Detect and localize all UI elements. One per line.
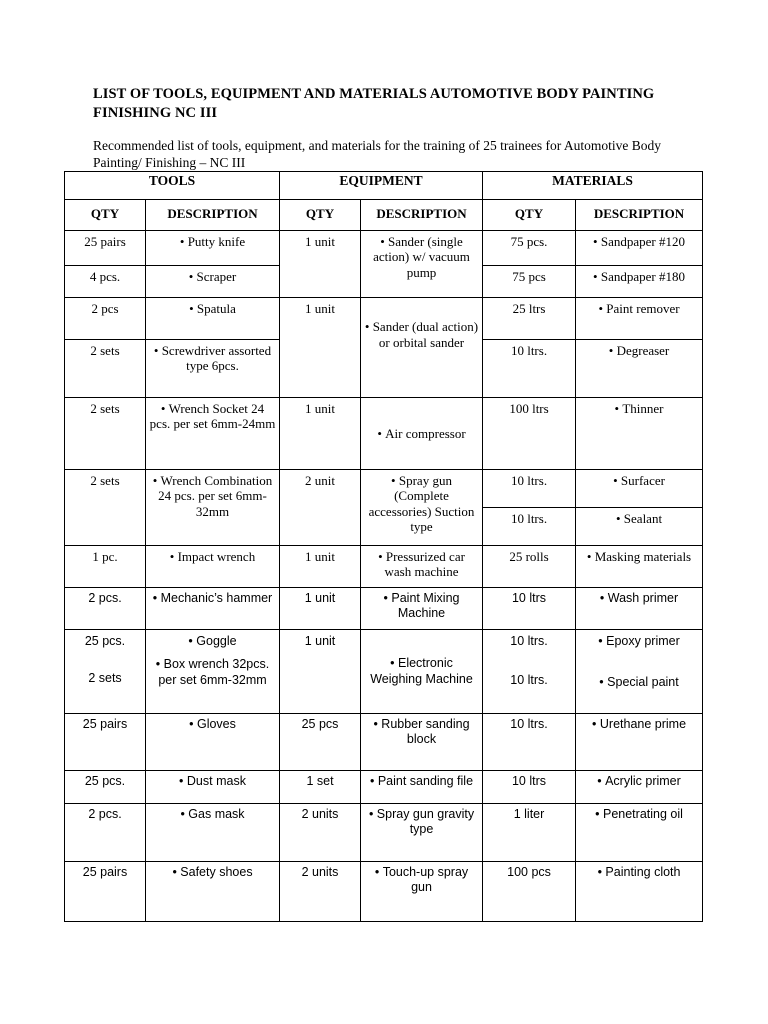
- table-row: [65, 397, 703, 469]
- intro-paragraph: Recommended list of tools, equipment, and materials for the training of 25 trainees for Automotive Body Painting/ Finishing – NC III: [93, 138, 662, 170]
- material-qty: 1 liter: [483, 803, 576, 861]
- col-header-tools-description: DESCRIPTION: [146, 200, 280, 231]
- equipment-qty: 1 unit: [280, 545, 361, 587]
- tool-qty: 2 sets: [65, 397, 146, 469]
- tool-description: • Goggle: [149, 634, 276, 650]
- equipment-description: • Pressurized car wash machine: [361, 545, 483, 587]
- material-description: • Sandpaper #120: [576, 230, 703, 265]
- material-qty: 10 ltrs: [483, 587, 576, 629]
- group-header-materials: MATERIALS: [483, 172, 703, 200]
- tool-qty: 25 pairs: [65, 713, 146, 770]
- tool-description: • Putty knife: [146, 230, 280, 265]
- tool-description: • Safety shoes: [146, 861, 280, 921]
- tool-description: • Dust mask: [146, 770, 280, 803]
- table-row: [65, 545, 703, 587]
- tool-qty: 2 sets: [65, 469, 146, 545]
- tool-description: • Spatula: [146, 297, 280, 339]
- equipment-qty: 2 units: [280, 803, 361, 861]
- equipment-qty: 2 unit: [280, 469, 361, 545]
- material-qty: 10 ltrs.: [510, 633, 548, 648]
- tools-equipment-materials-table: [64, 171, 703, 922]
- material-qty: 10 ltrs.: [483, 713, 576, 770]
- tool-qty: 25 pcs.: [65, 770, 146, 803]
- material-description: • Sandpaper #180: [576, 265, 703, 297]
- material-description: • Paint remover: [576, 297, 703, 339]
- material-description: • Acrylic primer: [576, 770, 703, 803]
- tool-description: • Box wrench 32pcs. per set 6mm-32mm: [149, 657, 276, 688]
- col-header-materials-qty: QTY: [483, 200, 576, 231]
- tool-description: • Mechanic’s hammer: [146, 587, 280, 629]
- material-qty: 10 ltrs.: [483, 469, 576, 507]
- material-description: • Painting cloth: [576, 861, 703, 921]
- equipment-qty: 1 unit: [280, 230, 361, 297]
- material-qty: 25 rolls: [483, 545, 576, 587]
- tool-qty: 1 pc.: [65, 545, 146, 587]
- equipment-qty: 1 unit: [280, 297, 361, 397]
- material-description: • Degreaser: [576, 339, 703, 397]
- material-qty: 75 pcs: [483, 265, 576, 297]
- tool-qty: 2 pcs: [65, 297, 146, 339]
- equipment-description: • Sander (single action) w/ vacuum pump: [361, 230, 483, 297]
- equipment-description: • Paint sanding file: [361, 770, 483, 803]
- material-description: • Epoxy primer: [579, 634, 699, 650]
- equipment-qty: 1 unit: [280, 397, 361, 469]
- document-title: LIST OF TOOLS, EQUIPMENT AND MATERIALS AUTOMOTIVE BODY PAINTING FINISHING NC III: [93, 86, 655, 121]
- equipment-description: • Spray gun gravity type: [361, 803, 483, 861]
- group-header-tools: TOOLS: [65, 172, 280, 200]
- equipment-description: • Spray gun (Complete accessories) Suction type: [361, 469, 483, 545]
- tool-description: • Gloves: [146, 713, 280, 770]
- equipment-qty: 1 set: [280, 770, 361, 803]
- material-qty: 100 pcs: [483, 861, 576, 921]
- col-header-materials-description: DESCRIPTION: [576, 200, 703, 231]
- material-description: • Special paint: [579, 675, 699, 691]
- material-description-cell: [576, 629, 703, 713]
- table-row: [65, 629, 703, 713]
- material-qty: 10 ltrs: [483, 770, 576, 803]
- material-qty: 10 ltrs.: [483, 339, 576, 397]
- table-row: [65, 587, 703, 629]
- material-description: • Surfacer: [576, 469, 703, 507]
- equipment-description: • Sander (dual action) or orbital sander: [361, 297, 483, 397]
- material-qty: 100 ltrs: [483, 397, 576, 469]
- table-row: [65, 230, 703, 265]
- tool-description-cell: [146, 629, 280, 713]
- material-qty: 10 ltrs.: [483, 507, 576, 545]
- equipment-description: • Touch-up spray gun: [361, 861, 483, 921]
- material-qty: 75 pcs.: [483, 230, 576, 265]
- material-description: • Masking materials: [576, 545, 703, 587]
- tool-qty: 2 sets: [65, 339, 146, 397]
- tool-qty: 2 pcs.: [65, 803, 146, 861]
- table-row: [65, 803, 703, 861]
- material-description: • Thinner: [576, 397, 703, 469]
- tool-qty: 2 sets: [88, 671, 122, 685]
- tool-qty-cell: [65, 629, 146, 713]
- material-qty: 10 ltrs.: [510, 673, 548, 687]
- material-description: • Urethane prime: [576, 713, 703, 770]
- material-description: • Wash primer: [576, 587, 703, 629]
- equipment-description: • Electronic Weighing Machine: [361, 629, 483, 713]
- col-header-equipment-qty: QTY: [280, 200, 361, 231]
- material-qty: 25 ltrs: [483, 297, 576, 339]
- material-qty-cell: [483, 629, 576, 713]
- material-description: • Penetrating oil: [576, 803, 703, 861]
- tool-qty: 2 pcs.: [65, 587, 146, 629]
- tool-description: • Scraper: [146, 265, 280, 297]
- material-description: • Sealant: [576, 507, 703, 545]
- equipment-qty: 25 pcs: [280, 713, 361, 770]
- tool-qty: 25 pairs: [65, 861, 146, 921]
- table-row: [65, 713, 703, 770]
- col-header-equipment-description: DESCRIPTION: [361, 200, 483, 231]
- equipment-qty: 2 units: [280, 861, 361, 921]
- equipment-description: • Paint Mixing Machine: [361, 587, 483, 629]
- equipment-qty: 1 unit: [280, 587, 361, 629]
- col-header-tools-qty: QTY: [65, 200, 146, 231]
- group-header-equipment: EQUIPMENT: [280, 172, 483, 200]
- tool-description: • Screwdriver assorted type 6pcs.: [146, 339, 280, 397]
- equipment-description: • Air compressor: [361, 397, 483, 469]
- equipment-qty: 1 unit: [280, 629, 361, 713]
- table-row: [65, 469, 703, 507]
- tool-description: • Wrench Combination 24 pcs. per set 6mm-32mm: [146, 469, 280, 545]
- tool-qty: 25 pcs.: [84, 633, 126, 648]
- tool-qty: 25 pairs: [65, 230, 146, 265]
- table-row: [65, 297, 703, 339]
- tool-description: • Impact wrench: [146, 545, 280, 587]
- tool-qty: 4 pcs.: [65, 265, 146, 297]
- equipment-description: • Rubber sanding block: [361, 713, 483, 770]
- tool-description: • Gas mask: [146, 803, 280, 861]
- tool-description: • Wrench Socket 24 pcs. per set 6mm-24mm: [146, 397, 280, 469]
- table-row: [65, 861, 703, 921]
- table-row: [65, 770, 703, 803]
